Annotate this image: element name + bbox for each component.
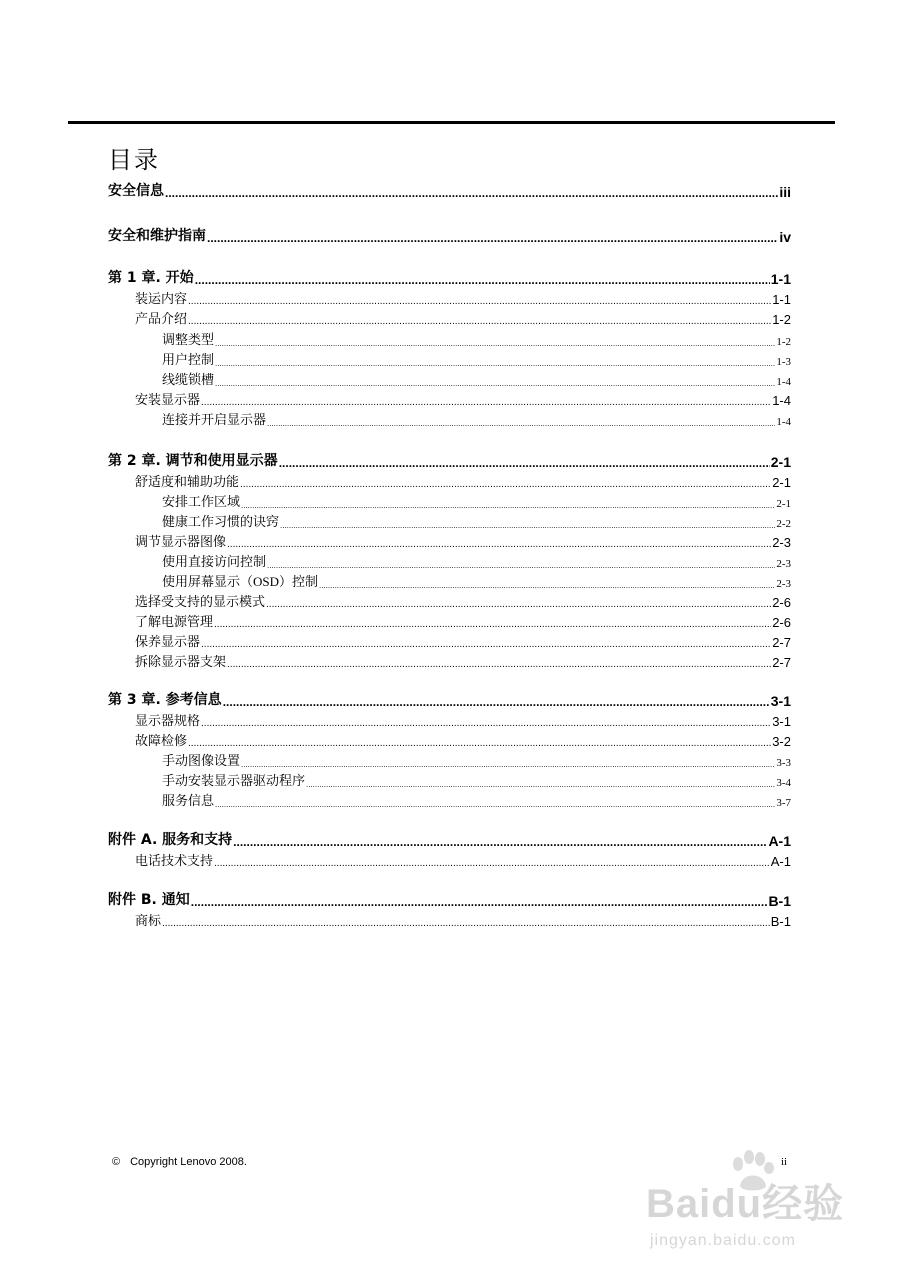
toc-leader-dots — [165, 186, 778, 200]
footer-page-number: ii — [781, 1156, 788, 1168]
toc-entry-page: 2-3 — [776, 578, 791, 590]
toc-leader-dots — [214, 619, 771, 630]
watermark-url: jingyan.baidu.com — [650, 1232, 796, 1249]
toc-entry-page: 2-6 — [772, 595, 791, 610]
toc-entry-page: 2-3 — [776, 558, 791, 570]
toc-entry[interactable] — [108, 570, 791, 590]
toc-entry[interactable] — [108, 590, 791, 610]
toc-entry[interactable] — [108, 909, 791, 929]
toc-entry[interactable] — [108, 490, 791, 510]
toc-entry[interactable] — [108, 610, 791, 630]
toc-entry[interactable] — [108, 267, 791, 287]
toc-entry-page: 2-2 — [776, 518, 791, 530]
toc-entry-label: 安排工作区域 — [162, 494, 241, 509]
toc-leader-dots — [306, 780, 775, 789]
copyright-text: Copyright Lenovo 2008. — [130, 1156, 247, 1168]
toc-leader-dots — [227, 659, 771, 670]
toc-entry-label: 舒适度和辅助功能 — [135, 474, 240, 489]
toc-leader-dots — [191, 895, 768, 909]
toc-leader-dots — [319, 581, 775, 590]
toc-entry-label: 第 1 章. 开始 — [108, 270, 194, 286]
toc-entry-label: 产品介绍 — [135, 311, 188, 326]
toc-entry[interactable] — [108, 769, 791, 789]
toc-entry-label: 安装显示器 — [135, 392, 201, 407]
toc-entry-page: A-1 — [770, 854, 791, 869]
toc-entry[interactable] — [108, 470, 791, 490]
toc-entry-label: 连接并开启显示器 — [162, 412, 267, 427]
toc-entry-page: 1-3 — [776, 356, 791, 368]
toc-entry[interactable] — [108, 630, 791, 650]
toc-leader-dots — [215, 379, 775, 388]
footer-copyright — [112, 1156, 247, 1168]
toc-entry-page: 3-4 — [776, 777, 791, 789]
toc-leader-dots — [215, 339, 775, 348]
toc-entry-page: 2-3 — [772, 535, 791, 550]
toc-entry[interactable] — [108, 180, 791, 200]
toc-entry-page: iv — [779, 229, 791, 245]
toc-entry[interactable] — [108, 408, 791, 428]
toc-leader-dots — [280, 521, 775, 530]
toc-entry-label: 手动安装显示器驱动程序 — [162, 773, 306, 788]
toc-entry[interactable] — [108, 729, 791, 749]
toc-leader-dots — [201, 397, 771, 408]
toc-leader-dots — [223, 695, 770, 709]
toc-entry[interactable] — [108, 889, 791, 909]
toc-entry[interactable] — [108, 388, 791, 408]
toc-entry[interactable] — [108, 510, 791, 530]
toc-entry[interactable] — [108, 368, 791, 388]
toc-leader-dots — [215, 800, 775, 809]
toc-leader-dots — [188, 316, 771, 327]
toc-leader-dots — [241, 760, 775, 769]
toc-entry-label: 附件 B. 通知 — [108, 892, 190, 908]
toc-leader-dots — [267, 419, 775, 428]
toc-entry-page: iii — [779, 184, 791, 200]
toc-entry-label: 附件 A. 服务和支持 — [108, 832, 233, 848]
toc-entry-label: 调节显示器图像 — [135, 534, 227, 549]
toc-leader-dots — [233, 835, 767, 849]
toc-entry-label: 了解电源管理 — [135, 614, 214, 629]
toc-entry-label: 电话技术支持 — [135, 853, 214, 868]
toc-entry-page: 1-1 — [770, 271, 791, 287]
watermark-main: Baidu经验 — [646, 1182, 845, 1226]
toc-entry-page: A-1 — [768, 833, 791, 849]
toc-entry-page: 3-1 — [770, 693, 791, 709]
toc-entry-label: 选择受支持的显示模式 — [135, 594, 266, 609]
toc-entry[interactable] — [108, 328, 791, 348]
toc-leader-dots — [267, 561, 775, 570]
toc-entry-label: 第 3 章. 参考信息 — [108, 692, 222, 708]
toc-entry[interactable] — [108, 225, 791, 245]
toc-entry[interactable] — [108, 849, 791, 869]
toc-entry-page: 1-4 — [776, 416, 791, 428]
toc-entry[interactable] — [108, 709, 791, 729]
baidu-watermark — [640, 1150, 860, 1260]
toc-leader-dots — [240, 479, 771, 490]
toc-entry-label: 装运内容 — [135, 291, 188, 306]
toc-leader-dots — [201, 718, 771, 729]
toc-entry-page: 3-3 — [776, 757, 791, 769]
toc-leader-dots — [214, 858, 770, 869]
toc-entry-label: 安全信息 — [108, 183, 164, 199]
toc-entry-page: 1-1 — [772, 292, 791, 307]
toc-entry[interactable] — [108, 450, 791, 470]
toc-entry-page: 1-4 — [772, 393, 791, 408]
top-rule — [68, 121, 835, 124]
toc-entry-page: 1-4 — [776, 376, 791, 388]
toc-entry-label: 拆除显示器支架 — [135, 654, 227, 669]
toc-entry-page: 1-2 — [776, 336, 791, 348]
toc-entry-label: 服务信息 — [162, 793, 215, 808]
toc-entry-page: 2-1 — [772, 475, 791, 490]
toc-entry[interactable] — [108, 829, 791, 849]
toc-entry-label: 手动图像设置 — [162, 753, 241, 768]
toc-entry-label: 故障检修 — [135, 733, 188, 748]
toc-leader-dots — [241, 501, 775, 510]
toc-entry-page: 2-1 — [776, 498, 791, 510]
toc-leader-dots — [227, 539, 771, 550]
toc-entry-page: 2-1 — [770, 454, 791, 470]
toc-leader-dots — [215, 359, 775, 368]
toc-entry-label: 用户控制 — [162, 352, 215, 367]
toc-leader-dots — [188, 296, 771, 307]
toc-entry-page: 2-7 — [772, 655, 791, 670]
toc-entry-label: 使用直接访问控制 — [162, 554, 267, 569]
toc-entry-page: B-1 — [770, 914, 791, 929]
toc-entry-label: 健康工作习惯的诀窍 — [162, 514, 280, 529]
toc-entry-label: 调整类型 — [162, 332, 215, 347]
toc-leader-dots — [195, 273, 770, 287]
toc-entry-page: 3-2 — [772, 734, 791, 749]
toc-entry[interactable] — [108, 307, 791, 327]
toc-entry-page: 3-7 — [776, 797, 791, 809]
toc-leader-dots — [201, 639, 771, 650]
toc-entry[interactable] — [108, 789, 791, 809]
toc-entry[interactable] — [108, 348, 791, 368]
toc-entry-page: 2-6 — [772, 615, 791, 630]
toc-entry-label: 使用屏幕显示（OSD）控制 — [162, 574, 319, 589]
toc-entry-label: 线缆锁槽 — [162, 372, 215, 387]
toc-leader-dots — [207, 231, 778, 245]
toc-entry-label: 安全和维护指南 — [108, 228, 206, 244]
toc-leader-dots — [162, 918, 770, 929]
toc-title: 目录 — [108, 146, 160, 174]
toc-entry-label: 第 2 章. 调节和使用显示器 — [108, 453, 278, 469]
toc-entry[interactable] — [108, 550, 791, 570]
toc-entry-page: 1-2 — [772, 312, 791, 327]
toc-leader-dots — [188, 738, 771, 749]
toc-entry[interactable] — [108, 287, 791, 307]
toc-entry-page: B-1 — [768, 893, 791, 909]
copyright-symbol: © — [112, 1156, 121, 1168]
toc-entry-page: 3-1 — [772, 714, 791, 729]
toc-leader-dots — [279, 456, 770, 470]
toc-entry-label: 商标 — [135, 913, 162, 928]
toc-entry-label: 显示器规格 — [135, 713, 201, 728]
toc-entry[interactable] — [108, 689, 791, 709]
toc-entry[interactable] — [108, 530, 791, 550]
toc-entry-label: 保养显示器 — [135, 634, 201, 649]
toc-entry-page: 2-7 — [772, 635, 791, 650]
toc-leader-dots — [266, 599, 771, 610]
toc-entry[interactable] — [108, 650, 791, 670]
toc-entry[interactable] — [108, 749, 791, 769]
